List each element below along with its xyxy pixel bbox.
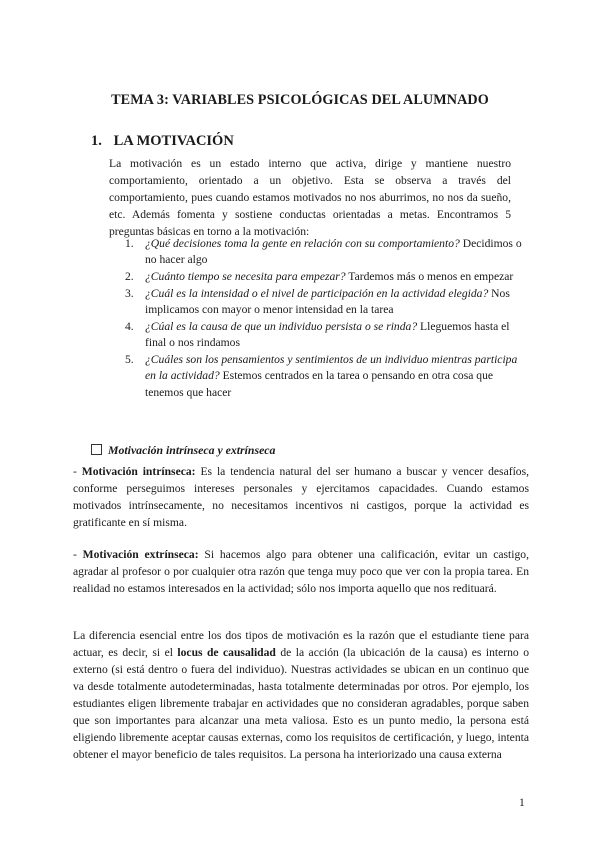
dash-prefix: -	[73, 548, 83, 561]
answer-text: Nos implicamos con mayor o menor intensidad en la tarea	[145, 286, 510, 317]
list-item-number: 5.	[125, 353, 134, 367]
section-number: 1.	[91, 133, 102, 149]
answer-text: Decidimos o no hacer algo	[145, 237, 522, 267]
checkbox-bullet-icon	[91, 444, 102, 455]
question-text: ¿Qué decisiones toma la gente en relación con su comportamiento?	[145, 237, 460, 250]
difference-text-before: La diferencia esencial entre los dos tipos de motivación es la razón que el estudiante tiene para actuar, es decir, si el	[73, 629, 529, 659]
dash-prefix: -	[73, 465, 82, 478]
questions-list	[125, 236, 529, 401]
answer-text: Tardemos más o menos en empezar	[345, 270, 514, 284]
subheading-text: Motivación intrínseca y extrínseca	[108, 443, 276, 457]
document-title: TEMA 3: VARIABLES PSICOLÓGICAS DEL ALUMNADO	[111, 92, 489, 108]
list-item	[125, 352, 529, 401]
list-item	[125, 319, 529, 352]
difference-text-after: de la acción (la ubicación de la causa) es interno o externo (si está dentro o fuera del individuo). Nuestras actividades se ubican en un continuo que va desde totalmente autodeterminadas, hasta totalmente determinadas por otros. Por ejemplo, los estudiantes eligen libremente trabajar en actividades que no consideran agradables, porque saben que son importantes para alcanzar una meta valiosa. Esto es un punto medio, la persona está eligiendo libremente aceptar causas externas, como los requisitos de certificación, y luego, intenta obtener el mayor beneficio de tales requisitos. La persona ha interiorizado una causa externa	[73, 646, 529, 761]
intrinsic-paragraph	[73, 463, 529, 531]
page-number: 1	[519, 796, 525, 809]
intro-paragraph: La motivación es un estado interno que activa, dirige y mantiene nuestro comportamiento, orientado a un objetivo. Esta se observa a través del comportamiento, pues cuando estamos motivados no nos aburrimos, no nos da sueño, etc. Además fomenta y sostiene conductas orientadas a metas. Encontramos 5 preguntas básicas en torno a la motivación:	[109, 157, 511, 238]
question-text: ¿Cuánto tiempo se necesita para empezar?	[145, 270, 346, 284]
list-item	[125, 286, 529, 319]
extrinsic-text: Si hacemos algo para obtener una calificación, evitar un castigo, agradar al profesor o por cualquier otra razón que tenga muy poco que ver con la propia tarea. En realidad no estamos interesados en la actividad; sólo nos importa aquello que nos redituará.	[73, 548, 529, 595]
question-text: ¿Cuál es la intensidad o el nivel de participación en la actividad elegida?	[145, 286, 489, 300]
subheading	[91, 443, 275, 458]
answer-text: Estemos centrados en la tarea o pensando en otra cosa que tenemos que hacer	[145, 369, 494, 399]
list-item-number: 4.	[125, 319, 134, 333]
list-item	[125, 236, 529, 269]
intrinsic-text: Es la tendencia natural del ser humano a buscar y vencer desafíos, conforme perseguimos intereses personales y ejercitamos capacidades. Cuando estamos motivados intrínsecamente, no necesitamos incentivos ni castigos, porque la actividad es gratificante en sí misma.	[73, 465, 530, 529]
extrinsic-label: Motivación extrínseca:	[82, 548, 199, 561]
section-heading-text: LA MOTIVACIÓN	[113, 133, 234, 149]
question-text: ¿Cuáles son los pensamientos y sentimientos de un individuo mientras participa en la actividad?	[145, 353, 518, 383]
list-item	[125, 269, 529, 285]
section-heading	[91, 133, 234, 150]
answer-text: Lleguemos hasta el final o nos rindamos	[145, 319, 510, 350]
list-item-number: 1.	[125, 237, 134, 250]
list-item-number: 3.	[125, 286, 134, 300]
intrinsic-label: Motivación intrínseca:	[81, 465, 196, 478]
extrinsic-paragraph	[73, 546, 529, 597]
list-item-number: 2.	[125, 270, 134, 284]
locus-term: locus de causalidad	[177, 646, 276, 659]
question-text: ¿Cúal es la causa de que un individuo persista o se rinda?	[145, 319, 418, 333]
difference-paragraph	[73, 627, 529, 763]
